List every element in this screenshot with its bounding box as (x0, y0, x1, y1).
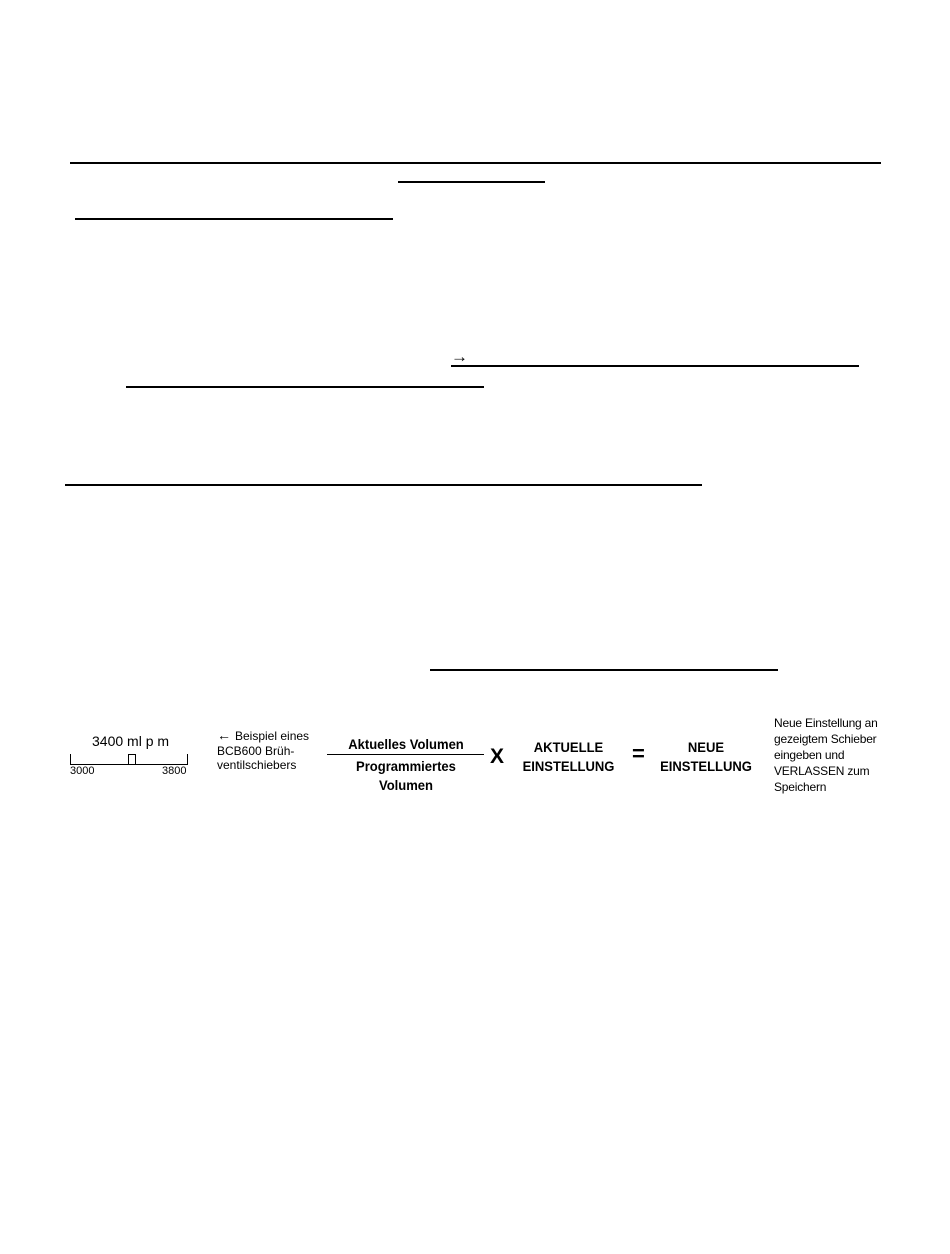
example-note (217, 727, 327, 772)
slider-track (70, 751, 188, 765)
rule-3 (75, 218, 393, 220)
formula-denominator (333, 757, 480, 795)
right-arrow-icon: → (451, 347, 468, 366)
times-sign: X (490, 745, 505, 768)
current-setting-line-2: EINSTELLUNG (522, 758, 615, 774)
rule-4 (451, 365, 859, 367)
new-setting-line-1: NEUE (687, 739, 725, 755)
rule-5 (126, 386, 484, 388)
equals-sign: = (632, 741, 645, 766)
rule-7 (430, 669, 778, 671)
example-note-line-2: BCB600 Brüh- (217, 744, 295, 758)
slider-knob (128, 754, 136, 765)
slider-min-label: 3000 (70, 765, 95, 777)
rule-6 (65, 484, 702, 486)
instruction-note (774, 715, 886, 795)
instruction-line-1: Neue Einstellung an (774, 716, 878, 730)
example-note-line-3: ventilschiebers (217, 758, 297, 772)
rule-1 (70, 162, 881, 164)
slider-max-label: 3800 (162, 765, 187, 777)
new-setting-line-2: EINSTELLUNG (660, 758, 752, 774)
instruction-line-4: VERLASSEN zum (774, 764, 870, 778)
formula-denominator-line-1: Programmiertes (356, 758, 456, 774)
current-setting-label (519, 738, 619, 776)
fraction-bar (327, 754, 484, 755)
instruction-line-2: gezeigtem Schieber (774, 732, 877, 746)
instruction-line-3: eingeben und (774, 748, 845, 762)
instruction-line-5: Speichern (774, 780, 827, 794)
slider-readout: 3400 ml p m (92, 733, 170, 749)
formula-numerator: Aktuelles Volumen (348, 736, 464, 752)
new-setting-label (658, 738, 755, 776)
current-setting-line-1: AKTUELLE (533, 739, 604, 755)
rule-2 (398, 181, 545, 183)
example-note-line-1: Beispiel eines (235, 729, 310, 743)
formula-denominator-line-2: Volumen (378, 777, 433, 793)
left-arrow-icon: ← (217, 727, 231, 743)
